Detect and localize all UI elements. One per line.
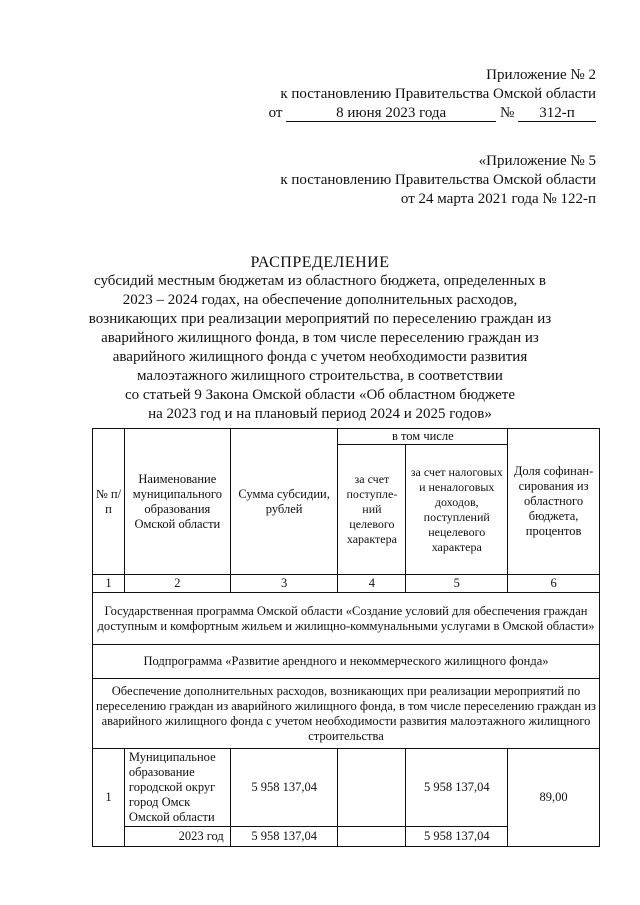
row-share: 89,00 <box>508 749 600 847</box>
year-targeted <box>338 827 406 847</box>
header-share: Доля софинан-сирования из областного бюджета, процентов <box>508 429 600 575</box>
subtitle-line: субсидий местным бюджетам из областного бюджета, определенных в <box>94 273 546 289</box>
year-tax: 5 958 137,04 <box>406 827 508 847</box>
col-number: 6 <box>508 575 600 593</box>
subtitle-line: аварийного жилищного фонда с учетом необходимости развития <box>112 349 528 365</box>
subprogram-row: Подпрограмма «Развитие арендного и некоммерческого жилищного фонда» <box>93 645 600 679</box>
row-targeted <box>338 749 406 827</box>
row-num: 1 <box>93 749 125 847</box>
document-subtitle <box>60 272 580 424</box>
col-number: 1 <box>93 575 125 593</box>
subtitle-line: возникающих при реализации мероприятий по переселению граждан из <box>88 311 552 327</box>
annex-new-number-prefix: № <box>499 105 515 121</box>
col-number: 2 <box>124 575 230 593</box>
row-sum: 5 958 137,04 <box>230 749 338 827</box>
subtitle-line: аварийного жилищного фонда, в том числе переселению граждан из <box>101 330 539 346</box>
year-label: 2023 год <box>124 827 230 847</box>
program-row: Государственная программа Омской области «Создание условий для обеспечения граждан доступным и комфортным жильем и жилищно-коммунальными услугами в Омской области» <box>93 593 600 645</box>
document-title: РАСПРЕДЕЛЕНИЕ <box>250 254 390 271</box>
annex-new-date-prefix: от <box>268 105 283 121</box>
header-sum: Сумма субсидии, рублей <box>230 429 338 575</box>
row-tax: 5 958 137,04 <box>406 749 508 827</box>
header-tax: за счет налоговых и неналоговых доходов, поступлений нецелевого характера <box>406 445 508 575</box>
year-sum: 5 958 137,04 <box>230 827 338 847</box>
subtitle-line: со статьей 9 Закона Омской области «Об областном бюджете <box>124 387 516 403</box>
annex-new-number: 312-п <box>518 105 596 122</box>
annex-old-resolution: к постановлению Правительства Омской области <box>280 172 596 188</box>
annex-new-date-line <box>269 104 596 123</box>
subtitle-line: на 2023 год и на плановый период 2024 и 2025 годов» <box>148 406 492 422</box>
subtitle-line: малоэтажного жилищного строительства, в соответствии <box>137 368 503 384</box>
header-name: Наименование муниципального образования Омской области <box>124 429 230 575</box>
annex-old-date: от 24 марта 2021 года № 122-п <box>400 191 596 207</box>
annex-new-resolution: к постановлению Правительства Омской области <box>280 86 596 102</box>
col-number: 5 <box>406 575 508 593</box>
activity-row: Обеспечение дополнительных расходов, возникающих при реализации мероприятий по переселению граждан из аварийного жилищного фонда, в том числе переселению граждан из аварийного жилищного фонда с учетом необходимости развития малоэтажного жилищного строительства <box>93 679 600 749</box>
header-including: в том числе <box>338 429 508 445</box>
annex-new-title: Приложение № 2 <box>486 67 596 83</box>
annex-old-block <box>280 152 596 209</box>
header-targeted: за счет поступле-ний целевого характера <box>338 445 406 575</box>
annex-old-title: «Приложение № 5 <box>478 153 596 169</box>
annex-new-block <box>269 66 596 123</box>
row-municipality: Муниципальное образование городской округ город Омск Омской области <box>124 749 230 827</box>
header-num: № п/п <box>93 429 125 575</box>
col-number: 3 <box>230 575 338 593</box>
distribution-table <box>92 428 600 847</box>
col-number: 4 <box>338 575 406 593</box>
subtitle-line: 2023 – 2024 годах, на обеспечение дополнительных расходов, <box>122 292 518 308</box>
annex-new-date: 8 июня 2023 года <box>286 105 496 122</box>
